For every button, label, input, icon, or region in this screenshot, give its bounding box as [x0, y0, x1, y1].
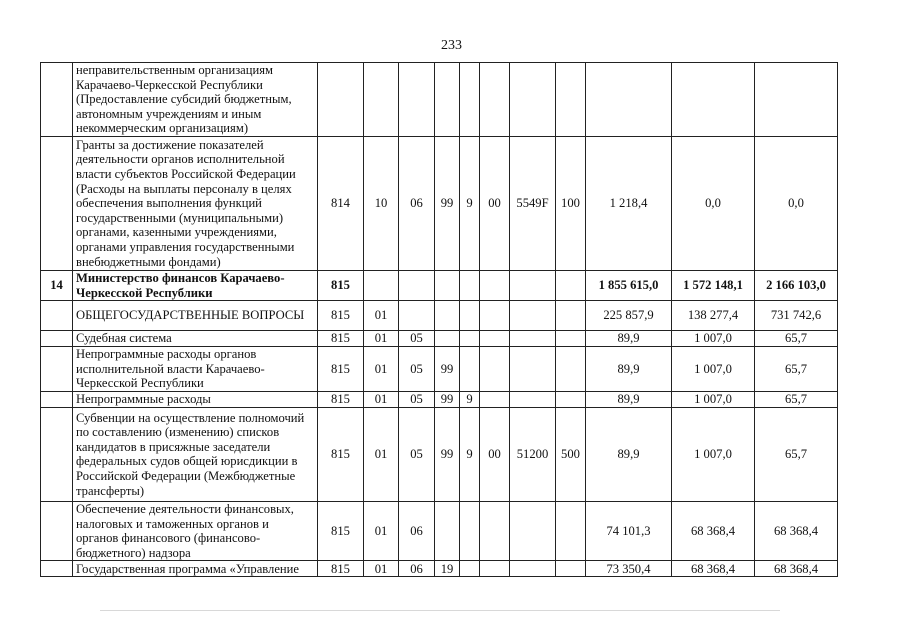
amount-year-3-cell: 731 742,6 — [755, 301, 838, 331]
main-event-code-cell: 00 — [480, 137, 510, 271]
subprogram-code-cell — [460, 63, 480, 137]
amount-year-1-cell: 1 855 615,0 — [586, 271, 672, 301]
direction-code-cell: 51200 — [510, 407, 556, 501]
ministry-code-cell: 815 — [318, 501, 364, 560]
expense-name-cell: Субвенции на осуществление полномочий по составлению (изменению) списков кандидатов в присяжные заседатели федеральных судов общей юрисдикции в Российской Федерации (Межбюджетные трансферты) — [73, 407, 318, 501]
subprogram-code-cell — [460, 561, 480, 577]
subprogram-code-cell: 9 — [460, 407, 480, 501]
direction-code-cell — [510, 301, 556, 331]
main-event-code-cell — [480, 501, 510, 560]
expense-name-cell: ОБЩЕГОСУДАРСТВЕННЫЕ ВОПРОСЫ — [73, 301, 318, 331]
expense-name-cell: Непрограммные расходы — [73, 391, 318, 407]
amount-year-3-cell — [755, 63, 838, 137]
expense-name-cell: Министерство финансов Карачаево-Черкесской Республики — [73, 271, 318, 301]
amount-year-1-cell: 89,9 — [586, 347, 672, 392]
program-code-cell: 19 — [435, 561, 460, 577]
main-event-code-cell — [480, 331, 510, 347]
table-row — [41, 391, 838, 407]
amount-year-1-cell: 89,9 — [586, 407, 672, 501]
row-number-cell — [41, 331, 73, 347]
subsection-code-cell: 05 — [399, 407, 435, 501]
row-number-cell: 14 — [41, 271, 73, 301]
main-event-code-cell — [480, 561, 510, 577]
ministry-code-cell: 815 — [318, 407, 364, 501]
table-row — [41, 137, 838, 271]
expense-type-code-cell — [556, 301, 586, 331]
table-row — [41, 63, 838, 137]
row-number-cell — [41, 561, 73, 577]
program-code-cell: 99 — [435, 407, 460, 501]
main-event-code-cell — [480, 63, 510, 137]
section-code-cell — [364, 63, 399, 137]
amount-year-3-cell: 0,0 — [755, 137, 838, 271]
ministry-code-cell: 815 — [318, 301, 364, 331]
table-row — [41, 501, 838, 560]
expense-type-code-cell — [556, 391, 586, 407]
footer-divider — [100, 610, 780, 611]
expense-type-code-cell — [556, 271, 586, 301]
row-number-cell — [41, 63, 73, 137]
subprogram-code-cell — [460, 271, 480, 301]
ministry-code-cell: 815 — [318, 331, 364, 347]
subprogram-code-cell — [460, 331, 480, 347]
subsection-code-cell: 05 — [399, 391, 435, 407]
amount-year-2-cell: 1 007,0 — [672, 407, 755, 501]
amount-year-2-cell — [672, 63, 755, 137]
amount-year-2-cell: 1 007,0 — [672, 331, 755, 347]
table-body — [41, 63, 838, 577]
expense-name-cell: неправительственным организациям Карачаево-Черкесской Республики (Предоставление субсидий бюджетным, автономным учреждениям и иным некоммерческим организациям) — [73, 63, 318, 137]
expense-type-code-cell — [556, 501, 586, 560]
section-code-cell: 01 — [364, 391, 399, 407]
table-row — [41, 331, 838, 347]
amount-year-1-cell: 1 218,4 — [586, 137, 672, 271]
amount-year-3-cell: 68 368,4 — [755, 501, 838, 560]
main-event-code-cell — [480, 391, 510, 407]
row-number-cell — [41, 407, 73, 501]
subsection-code-cell: 06 — [399, 561, 435, 577]
table-row — [41, 561, 838, 577]
ministry-code-cell: 815 — [318, 391, 364, 407]
amount-year-1-cell: 89,9 — [586, 331, 672, 347]
amount-year-2-cell: 1 007,0 — [672, 391, 755, 407]
page-number: 233 — [441, 38, 462, 53]
ministry-code-cell: 815 — [318, 271, 364, 301]
amount-year-1-cell — [586, 63, 672, 137]
amount-year-3-cell: 65,7 — [755, 407, 838, 501]
program-code-cell — [435, 301, 460, 331]
expense-name-cell: Непрограммные расходы органов исполнительной власти Карачаево-Черкесской Республики — [73, 347, 318, 392]
expense-type-code-cell — [556, 347, 586, 392]
row-number-cell — [41, 301, 73, 331]
subsection-code-cell — [399, 301, 435, 331]
direction-code-cell — [510, 331, 556, 347]
amount-year-1-cell: 225 857,9 — [586, 301, 672, 331]
main-event-code-cell: 00 — [480, 407, 510, 501]
amount-year-3-cell: 65,7 — [755, 391, 838, 407]
main-event-code-cell — [480, 301, 510, 331]
expense-name-cell: Судебная система — [73, 331, 318, 347]
ministry-code-cell: 814 — [318, 137, 364, 271]
expense-type-code-cell: 100 — [556, 137, 586, 271]
program-code-cell: 99 — [435, 137, 460, 271]
program-code-cell — [435, 63, 460, 137]
program-code-cell: 99 — [435, 391, 460, 407]
amount-year-2-cell: 68 368,4 — [672, 501, 755, 560]
table-row — [41, 347, 838, 392]
direction-code-cell — [510, 501, 556, 560]
budget-table — [40, 62, 838, 577]
section-code-cell: 01 — [364, 501, 399, 560]
ministry-code-cell — [318, 63, 364, 137]
subprogram-code-cell: 9 — [460, 137, 480, 271]
section-code-cell: 01 — [364, 407, 399, 501]
direction-code-cell — [510, 63, 556, 137]
main-event-code-cell — [480, 271, 510, 301]
subsection-code-cell: 05 — [399, 331, 435, 347]
section-code-cell: 10 — [364, 137, 399, 271]
subprogram-code-cell: 9 — [460, 391, 480, 407]
amount-year-1-cell: 73 350,4 — [586, 561, 672, 577]
table-row — [41, 301, 838, 331]
subsection-code-cell: 06 — [399, 501, 435, 560]
row-number-cell — [41, 347, 73, 392]
row-number-cell — [41, 501, 73, 560]
main-event-code-cell — [480, 347, 510, 392]
ministry-code-cell: 815 — [318, 347, 364, 392]
subprogram-code-cell — [460, 301, 480, 331]
expense-name-cell: Обеспечение деятельности финансовых, налоговых и таможенных органов и органов финансового (финансово-бюджетного) надзора — [73, 501, 318, 560]
expense-type-code-cell — [556, 331, 586, 347]
row-number-cell — [41, 137, 73, 271]
subsection-code-cell — [399, 271, 435, 301]
amount-year-1-cell: 74 101,3 — [586, 501, 672, 560]
row-number-cell — [41, 391, 73, 407]
direction-code-cell — [510, 561, 556, 577]
section-code-cell: 01 — [364, 347, 399, 392]
subprogram-code-cell — [460, 347, 480, 392]
section-code-cell: 01 — [364, 331, 399, 347]
table-row — [41, 407, 838, 501]
amount-year-2-cell: 1 572 148,1 — [672, 271, 755, 301]
expense-type-code-cell — [556, 561, 586, 577]
amount-year-3-cell: 65,7 — [755, 331, 838, 347]
amount-year-3-cell: 65,7 — [755, 347, 838, 392]
program-code-cell — [435, 501, 460, 560]
section-code-cell: 01 — [364, 561, 399, 577]
amount-year-3-cell: 2 166 103,0 — [755, 271, 838, 301]
amount-year-2-cell: 0,0 — [672, 137, 755, 271]
section-code-cell: 01 — [364, 301, 399, 331]
subsection-code-cell: 05 — [399, 347, 435, 392]
expense-type-code-cell — [556, 63, 586, 137]
amount-year-2-cell: 138 277,4 — [672, 301, 755, 331]
direction-code-cell — [510, 347, 556, 392]
amount-year-3-cell: 68 368,4 — [755, 561, 838, 577]
table-row — [41, 271, 838, 301]
subsection-code-cell: 06 — [399, 137, 435, 271]
expense-name-cell: Государственная программа «Управление — [73, 561, 318, 577]
expense-name-cell: Гранты за достижение показателей деятельности органов исполнительной власти субъектов Российской Федерации (Расходы на выплаты персоналу в целях обеспечения выполнения функций государственными (муниципальными) органами, казенными учреждениями, органами управления государственными внебюджетными фондами) — [73, 137, 318, 271]
direction-code-cell — [510, 271, 556, 301]
expense-type-code-cell: 500 — [556, 407, 586, 501]
subsection-code-cell — [399, 63, 435, 137]
ministry-code-cell: 815 — [318, 561, 364, 577]
subprogram-code-cell — [460, 501, 480, 560]
amount-year-2-cell: 68 368,4 — [672, 561, 755, 577]
direction-code-cell: 5549F — [510, 137, 556, 271]
amount-year-1-cell: 89,9 — [586, 391, 672, 407]
program-code-cell — [435, 271, 460, 301]
section-code-cell — [364, 271, 399, 301]
program-code-cell — [435, 331, 460, 347]
program-code-cell: 99 — [435, 347, 460, 392]
direction-code-cell — [510, 391, 556, 407]
amount-year-2-cell: 1 007,0 — [672, 347, 755, 392]
